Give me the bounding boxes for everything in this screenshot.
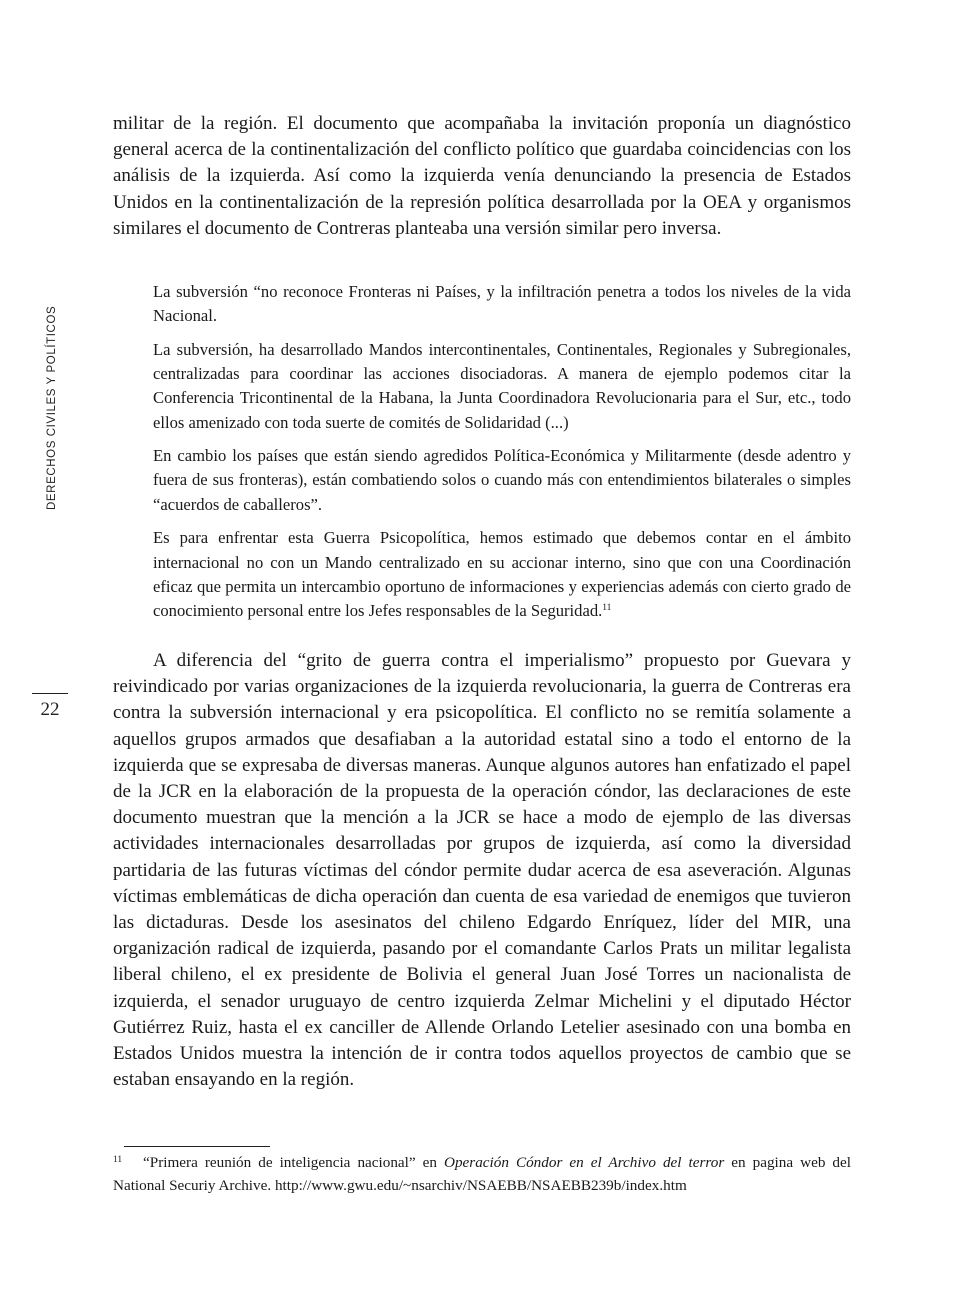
- quote-paragraph-1: La subversión “no reconoce Fronteras ni Países, y la infiltración penetra a todos los niveles de la vida Nacional.: [153, 282, 851, 326]
- footnote-source-title: Operación Cóndor en el Archivo del terror: [443, 1154, 725, 1171]
- footnote-text-after: en pagina web del National Securiy Archive.: [113, 1154, 851, 1194]
- body-paragraph-2: A diferencia del “grito de guerra contra el imperialismo” propuesto por Guevara y reivindicado por varias organizaciones de la izquierda revolucionaria, la guerra de Contreras era contra la subversión internacional y era psicopolítica. El conflicto no se remitía solamente a aquellos grupos armados que desafiaban a la autoridad estatal sino a todo el entorno de la izquierda que se expresaba de diversas maneras. Aunque algunos autores han enfatizado el papel de la JCR en la elaboración de la propuesta de la operación cóndor, las declaraciones de este documento muestran que la mención a la JCR se hace a modo de ejemplo de las diversas actividades internacionales desarrolladas por grupos de izquierda, así como la diversidad partidaria de las futuras víctimas del cóndor permite dudar acerca de esa aseveración. Algunas víctimas emblemáticas de dicha operación dan cuenta de esa variedad de enemigos que tuvieron las dictaduras. Desde los asesinatos del chileno Edgardo Enríquez, líder del MIR, una organización radical de izquierda, pasando por el comandante Carlos Prats un militar legalista liberal chileno, el ex presidente de Bolivia el general Juan José Torres un nacionalista de izquierda, el senador uruguayo de centro izquierda Zelmar Michelini y el diputado Héctor Gutiérrez Ruiz, hasta el ex canciller de Allende Orlando Letelier asesinado con una bomba en Estados Unidos muestra la intención de ir contra todos aquellos proyectos de cambio que se estaban ensayando en la región.: [113, 650, 851, 1091]
- footnote-separator: [124, 1146, 270, 1147]
- body-paragraph-1: militar de la región. El documento que acompañaba la invitación proponía un diagnóstico general acerca de la continentalización del conflicto político que guardaba coincidencias con los análisis de la izquierda. Así como la izquierda venía denunciando la presencia de Estados Unidos en la continentalización de la represión política desarrollada por la OEA y organismos similares el documento de Contreras planteaba una versión similar pero inversa.: [113, 113, 851, 239]
- page-number: 22: [40, 699, 60, 720]
- quote-paragraph-4: [153, 526, 851, 623]
- quote-paragraph-2: La subversión, ha desarrollado Mandos intercontinentales, Continentales, Regionales y Subregionales, centralizadas para coordinar las acciones disociadoras. A manera de ejemplo podemos citar la Conferencia Tricontinental de la Habana, la Junta Coordinadora Revolucionaria para el Sur, etc., todo ellos amenizado con toda suerte de comités de Solidaridad (...): [153, 339, 851, 432]
- footnote-url: http://www.gwu.edu/~nsarchiv/NSAEBB/NSAEBB239b/index.htm: [274, 1176, 687, 1194]
- block-quote: [153, 280, 851, 633]
- quote-paragraph-3: En cambio los países que están siendo agredidos Política-Económica y Militarmente (desde adentro y fuera de sus fronteras), están combatiendo solos o cuando más con entendimientos bilaterales o simples “acuerdos de caballeros”.: [153, 446, 851, 514]
- footnote-text-before: “Primera reunión de inteligencia nacional” en: [143, 1154, 444, 1171]
- footnote: 11 “Primera reunión de inteligencia nacional” en Operación Cóndor en el Archivo del terror en pagina web del National Securiy Archive. http://www.gwu.edu/~nsarchiv/NSAEBB/NSAEBB239b/index.htm: [113, 1154, 851, 1194]
- running-head: DERECHOS CIVILES Y POLÍTICOS: [46, 305, 58, 510]
- quote-paragraph-4-text: Es para enfrentar esta Guerra Psicopolítica, hemos estimado que debemos contar en el ámbito internacional no con un Mando centralizado en su accionar interno, sino que con una Coordinación eficaz que permita un intercambio oportuno de informaciones y experiencias además con cierto grado de conocimiento personal entre los Jefes responsables de la Seguridad.: [153, 528, 851, 620]
- page-number-rule: [32, 693, 68, 694]
- footnote-reference: 11: [602, 602, 612, 613]
